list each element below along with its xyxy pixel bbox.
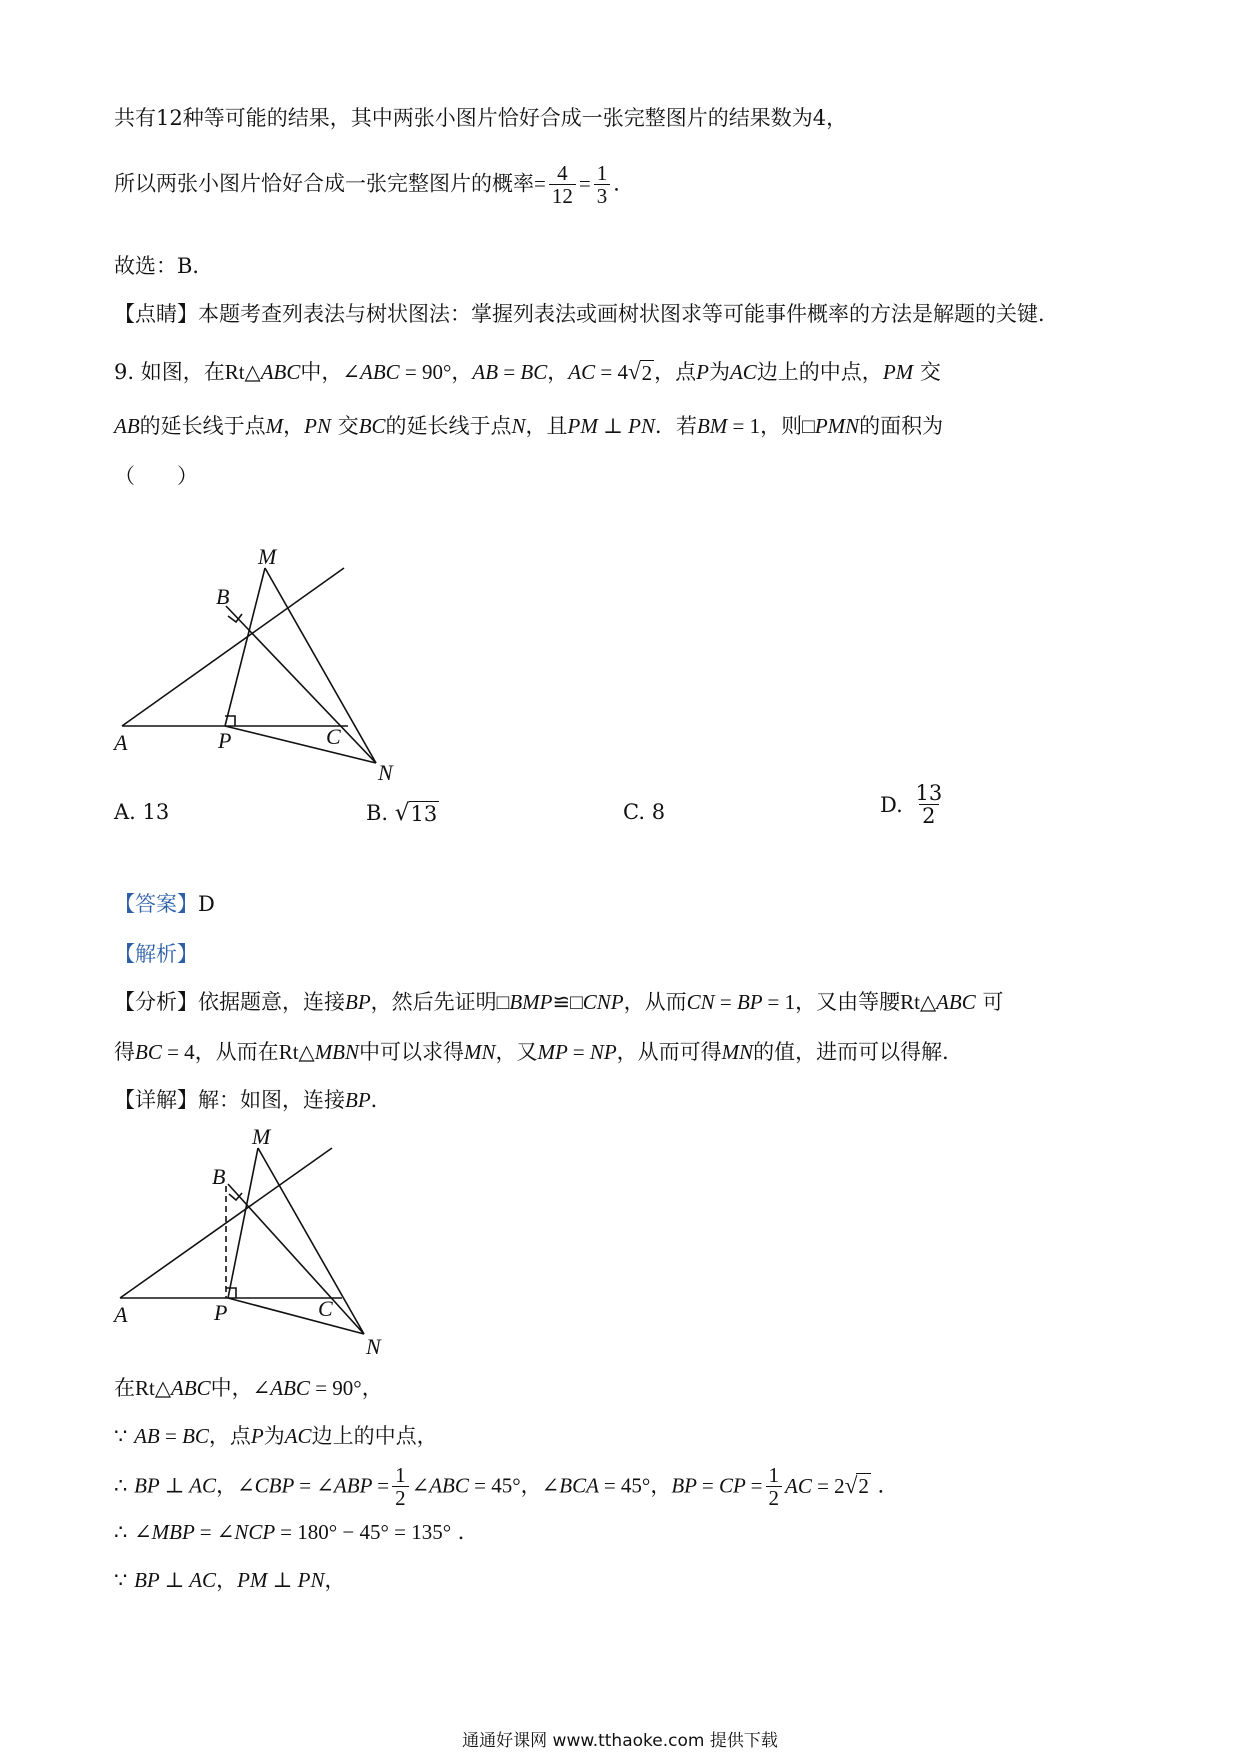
fenxi-line1: 【分析】依据题意，连接BP，然后先证明□BMP≌□CNP，从而CN = BP = 1，又由等腰Rt△ABC 可	[114, 990, 1004, 1014]
label-N: N	[378, 760, 393, 784]
option-d: D. $\frac{13}{2}$	[880, 781, 943, 829]
xiangjie-tag: 【详解】	[114, 1088, 198, 1112]
fenxi-tag: 【分析】	[114, 990, 198, 1014]
paragraph-dianjing: 【点睛】本题考查列表法与树状图法：掌握列表法或画树状图求等可能事件概率的方法是解题的关键．	[114, 302, 1059, 326]
step-3: ∴ BP ⊥ AC，∠CBP = ∠ABP = $\frac{1}{2}$ ∠ABC = 45°，∠BCA = 45°，BP = CP = $\frac{1}{2}$ AC = 2 √ 2 ．	[114, 1463, 899, 1511]
step-4: ∴ ∠MBP = ∠NCP = 180° − 45° = 135° ．	[114, 1520, 479, 1544]
label-C: C	[318, 1296, 333, 1321]
fraction-1-3: $\frac{1}{3}$	[594, 162, 611, 208]
geometry-figure-1	[108, 548, 428, 784]
paragraph-result-count: 共有12种等可能的结果，其中两张小图片恰好合成一张完整图片的结果数为4，	[114, 106, 848, 130]
segment-MN	[258, 1148, 364, 1334]
segment-BN	[228, 1184, 364, 1334]
option-c: C. 8	[623, 800, 666, 824]
geometry-figure-2	[108, 1128, 428, 1368]
label-P: P	[214, 1300, 228, 1325]
step-2: ∵ AB = BC，点P为AC边上的中点，	[114, 1424, 438, 1448]
segment-BN	[226, 606, 376, 763]
dianjing-tag: 【点睛】	[114, 302, 198, 326]
question-9-line1: 9. 如图，在Rt△ABC中，∠ABC = 90°，AB = BC，AC = 4 √ 2 ，点P为AC边上的中点，PM 交	[114, 358, 941, 385]
question-9-line2: AB的延长线于点M，PN 交BC的延长线于点N，且PM ⊥ PN．若BM = 1，则□PMN的面积为	[114, 414, 944, 438]
segment-PM	[225, 568, 265, 726]
paragraph-probability: 所以两张小图片恰好合成一张完整图片的概率= $\frac{4}{12}$ = $\frac{1}{3}$ ．	[114, 161, 635, 209]
paragraph-choice: 故选：B．	[114, 254, 214, 278]
label-N: N	[366, 1334, 381, 1359]
label-B: B	[212, 1164, 226, 1189]
xiangjie-line: 【详解】解：如图，连接BP．	[114, 1088, 392, 1112]
jiexi-tag: 【解析】	[114, 942, 198, 966]
page-footer: 通通好课网 www.tthaoke.com 提供下载	[462, 1731, 778, 1751]
fenxi-line2: 得BC = 4，从而在Rt△MBN中可以求得MN，又MP = NP，从而可得MN的值，进而可以得解．	[114, 1040, 964, 1064]
label-B: B	[216, 584, 230, 609]
segment-PN	[225, 726, 376, 763]
answer-value: D	[198, 892, 215, 916]
label-M: M	[258, 548, 277, 569]
step-5: ∵ BP ⊥ AC，PM ⊥ PN，	[114, 1568, 346, 1592]
jiexi-line	[114, 942, 198, 967]
answer-line	[114, 892, 215, 917]
label-C: C	[326, 724, 341, 749]
answer-tag: 【答案】	[114, 892, 198, 916]
step-1: 在Rt△ABC中，∠ABC = 90°，	[114, 1376, 383, 1400]
label-M: M	[252, 1128, 271, 1149]
segment-PM	[228, 1148, 258, 1298]
right-angle-mark-B	[229, 1193, 242, 1200]
segment-MN	[265, 568, 376, 763]
segment-PN	[228, 1298, 364, 1334]
question-9-paren: （ ）	[114, 464, 198, 488]
label-A: A	[114, 730, 128, 755]
label-P: P	[218, 728, 232, 753]
label-A: A	[114, 1302, 128, 1327]
fraction-4-12: $\frac{4}{12}$	[549, 162, 576, 208]
option-b: B. √ 13	[366, 800, 438, 826]
option-a: A. 13	[114, 800, 170, 824]
